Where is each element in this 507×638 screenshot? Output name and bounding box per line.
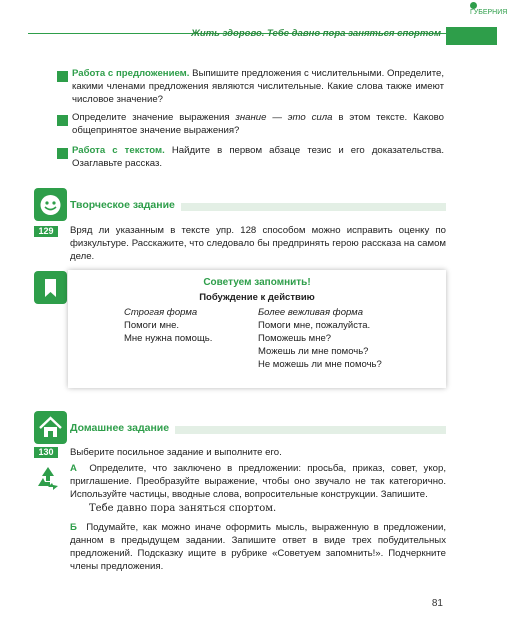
task-2: Определите значение выражения знание — это сила в этом тексте. Каково общепринятое значение выражения?	[72, 112, 444, 136]
page-number: 81	[431, 598, 443, 609]
publisher-logo: ГУБЕРНИЯ	[470, 2, 507, 16]
remember-subtitle: Побуждение к действию	[199, 292, 315, 303]
remember-box	[68, 270, 446, 388]
exercise-number: 129	[34, 226, 58, 237]
task-bullet	[57, 115, 68, 126]
recycle-icon	[34, 464, 62, 492]
exercise-number: 130	[34, 447, 58, 458]
polite-form-line: Поможешь мне?	[258, 333, 332, 344]
face-icon	[34, 188, 67, 221]
polite-form-line: Можешь ли мне помочь?	[258, 346, 369, 357]
polite-form-header: Более вежливая форма	[258, 307, 363, 318]
homework-task-a: А Определите, что заключено в предложении: просьба, приказ, совет, укор, приглашение. Преобразуйте выражение, чтобы оно звучало не так категорично. Используйте частицы, вводные слова, вопросительные конструкции. Запишите.	[70, 463, 446, 500]
creative-task-text: Вряд ли указанным в тексте упр. 128 способом можно исправить оценку по физкультуре. Расскажите, что следовало бы предпринять герою рассказа на самом деле.	[70, 225, 446, 262]
polite-form-line: Не можешь ли мне помочь?	[258, 359, 382, 370]
creative-task-title: Творческое задание	[70, 199, 181, 211]
homework-task-b: Б Подумайте, как можно иначе оформить мысль, выраженную в предложении, данном в предыдущем задании. Запишите ответ в виде трех побудительных предложений. Подсказку ищите в рубрике «Советуем запомнить!». Подчеркните члены предложения.	[70, 522, 446, 572]
homework-intro: Выберите посильное задание и выполните его.	[70, 447, 282, 458]
task-bullet	[57, 148, 68, 159]
example-sentence: Тебе давно пора заняться спортом.	[89, 503, 277, 514]
running-header: Жить здорово. Тебе давно пора заняться спортом	[191, 28, 441, 39]
remember-title: Советуем запомнить!	[203, 277, 311, 288]
task-3: Работа с текстом. Найдите в первом абзаце тезис и его доказательства. Озаглавьте рассказ.	[72, 145, 445, 169]
strict-form-line: Мне нужна помощь.	[124, 333, 213, 344]
bookmark-icon	[34, 271, 67, 304]
task-bullet	[57, 71, 68, 82]
strict-form-line: Помоги мне.	[124, 320, 180, 331]
strict-form-header: Строгая форма	[124, 307, 198, 318]
polite-form-line: Помоги мне, пожалуйста.	[258, 320, 371, 331]
homework-title: Домашнее задание	[70, 422, 175, 434]
header-band	[446, 27, 497, 45]
task-1: Работа с предложением. Выпишите предложения с числительными. Определите, какими членами предложения являются числительные. Какие слова также имеют числовое значение?	[72, 68, 444, 105]
house-icon	[34, 411, 67, 444]
